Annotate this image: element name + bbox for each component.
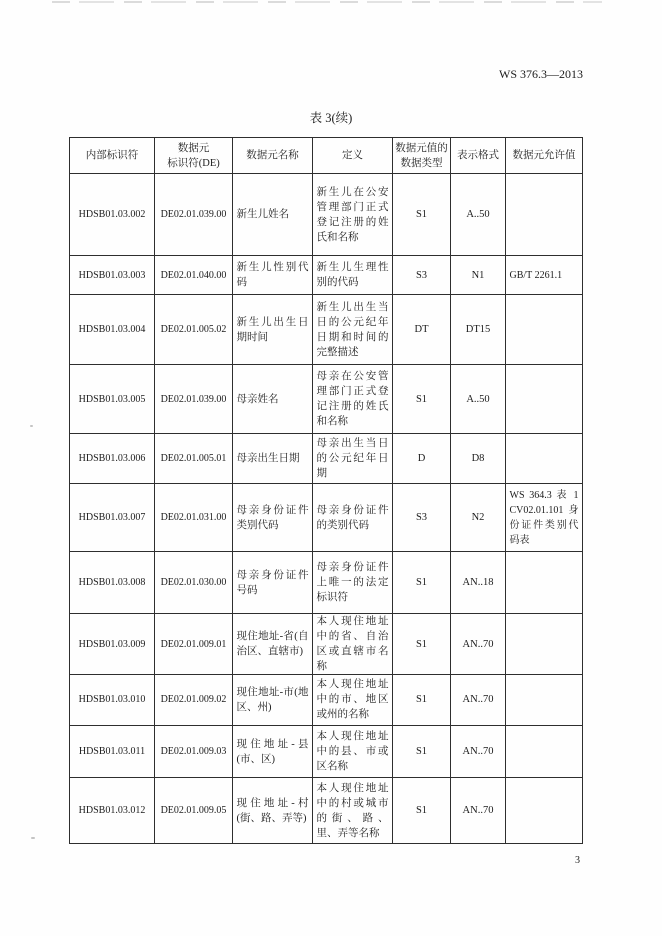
header-internal-identifier-text: 内部标识符 xyxy=(85,150,139,161)
definition-cell-text: 本人现住地址中的村或城市的街、路、里、弄等名称 xyxy=(316,782,389,839)
table-header-row xyxy=(70,138,583,174)
internal-identifier-cell-text: HDSB01.03.003 xyxy=(78,269,146,281)
representation-format-cell-text: A..50 xyxy=(466,209,490,220)
data-type-cell xyxy=(393,256,451,295)
definition-cell-text: 母亲在公安管理部门正式登记注册的姓氏和名称 xyxy=(316,371,389,427)
definition-cell xyxy=(313,778,393,844)
definition-cell-text: 母亲出生当日的公元纪年日期 xyxy=(316,438,389,479)
data-element-name-cell xyxy=(233,256,313,295)
header-data-type xyxy=(393,138,451,174)
data-element-name-cell-text: 现住地址-县(市、区) xyxy=(236,738,309,765)
header-de-identifier-text: 数据元 标识符(DE) xyxy=(167,142,220,169)
table-row xyxy=(70,256,583,295)
de-identifier-cell xyxy=(155,552,233,614)
internal-identifier-cell xyxy=(70,365,155,434)
data-type-cell-text: S1 xyxy=(415,393,428,405)
representation-format-cell-text: AN..70 xyxy=(462,694,494,705)
scan-edge-marks xyxy=(52,1,602,3)
definition-cell xyxy=(313,295,393,365)
allowed-values-cell xyxy=(506,365,583,434)
data-type-cell-text: S1 xyxy=(415,746,428,757)
representation-format-cell xyxy=(451,174,506,256)
allowed-values-cell xyxy=(506,614,583,675)
internal-identifier-cell xyxy=(70,778,155,844)
representation-format-cell xyxy=(451,484,506,552)
internal-identifier-cell-text: HDSB01.03.007 xyxy=(78,512,146,523)
representation-format-cell-text: D8 xyxy=(471,453,485,464)
data-type-cell-text: S1 xyxy=(415,209,428,220)
data-element-name-cell xyxy=(233,174,313,256)
representation-format-cell-text: AN..70 xyxy=(462,638,494,650)
data-type-cell-text: S3 xyxy=(415,269,428,281)
header-allowed-values xyxy=(506,138,583,174)
internal-identifier-cell-text: HDSB01.03.006 xyxy=(78,453,146,464)
data-element-name-cell-text: 新生儿姓名 xyxy=(236,209,289,220)
data-type-cell-text: D xyxy=(417,453,426,464)
table-row xyxy=(70,295,583,365)
de-identifier-cell xyxy=(155,434,233,484)
representation-format-cell-text: A..50 xyxy=(466,393,490,405)
allowed-values-cell xyxy=(506,674,583,726)
table-row xyxy=(70,174,583,256)
data-element-name-cell-text: 新生儿出生日期时间 xyxy=(236,316,309,343)
representation-format-cell xyxy=(451,434,506,484)
data-element-name-cell xyxy=(233,434,313,484)
allowed-values-cell xyxy=(506,552,583,614)
representation-format-cell-text: AN..70 xyxy=(462,746,494,757)
definition-cell xyxy=(313,174,393,256)
header-data-type-text: 数据元值的 数据类型 xyxy=(395,142,448,169)
data-element-table xyxy=(69,137,583,844)
definition-cell xyxy=(313,256,393,295)
table-row xyxy=(70,726,583,778)
data-element-name-cell xyxy=(233,614,313,675)
table-row xyxy=(70,434,583,484)
definition-cell-text: 本人现住地址中的省、自治区或直辖市名称 xyxy=(316,616,389,672)
de-identifier-cell xyxy=(155,778,233,844)
data-element-name-cell xyxy=(233,552,313,614)
scan-speck xyxy=(31,837,35,839)
data-type-cell-text: S1 xyxy=(415,577,428,588)
header-internal-identifier xyxy=(70,138,155,174)
representation-format-cell-text: AN..18 xyxy=(462,577,494,588)
definition-cell xyxy=(313,434,393,484)
de-identifier-cell-text: DE02.01.009.02 xyxy=(160,694,227,705)
definition-cell xyxy=(313,484,393,552)
de-identifier-cell-text: DE02.01.040.00 xyxy=(160,269,227,281)
internal-identifier-cell-text: HDSB01.03.008 xyxy=(78,577,146,588)
representation-format-cell-text: N1 xyxy=(471,269,485,281)
allowed-values-cell xyxy=(506,484,583,552)
allowed-values-cell xyxy=(506,174,583,256)
data-element-name-cell-text: 母亲出生日期 xyxy=(236,453,300,464)
de-identifier-cell xyxy=(155,674,233,726)
representation-format-cell xyxy=(451,365,506,434)
definition-cell xyxy=(313,726,393,778)
data-type-cell xyxy=(393,674,451,726)
table-row xyxy=(70,778,583,844)
de-identifier-cell-text: DE02.01.005.02 xyxy=(160,324,227,335)
header-de-identifier xyxy=(155,138,233,174)
data-element-name-cell-text: 母亲姓名 xyxy=(236,393,279,405)
de-identifier-cell-text: DE02.01.009.03 xyxy=(160,746,227,757)
representation-format-cell xyxy=(451,256,506,295)
internal-identifier-cell-text: HDSB01.03.005 xyxy=(78,393,146,405)
table-row xyxy=(70,674,583,726)
data-type-cell-text: S3 xyxy=(415,512,428,523)
de-identifier-cell xyxy=(155,726,233,778)
definition-cell-text: 母亲身份证件的类别代码 xyxy=(316,504,389,531)
definition-cell-text: 新生儿生理性别的代码 xyxy=(316,262,389,288)
de-identifier-cell xyxy=(155,614,233,675)
allowed-values-cell xyxy=(506,295,583,365)
representation-format-cell xyxy=(451,614,506,675)
data-type-cell xyxy=(393,614,451,675)
data-type-cell-text: DT xyxy=(414,324,429,335)
table-row xyxy=(70,552,583,614)
de-identifier-cell-text: DE02.01.030.00 xyxy=(160,577,227,588)
data-type-cell xyxy=(393,726,451,778)
internal-identifier-cell-text: HDSB01.03.012 xyxy=(78,805,146,816)
data-type-cell xyxy=(393,778,451,844)
table-row xyxy=(70,614,583,674)
allowed-values-cell-text: WS 364.3 表 1 CV02.01.101 身份证件类别代码表 xyxy=(509,489,579,546)
internal-identifier-cell xyxy=(70,552,155,614)
de-identifier-cell-text: DE02.01.039.00 xyxy=(160,393,227,405)
internal-identifier-cell xyxy=(70,484,155,552)
internal-identifier-cell-text: HDSB01.03.009 xyxy=(78,638,146,650)
definition-cell xyxy=(313,614,393,675)
data-element-name-cell xyxy=(233,674,313,726)
data-type-cell xyxy=(393,434,451,484)
representation-format-cell xyxy=(451,674,506,726)
de-identifier-cell-text: DE02.01.039.00 xyxy=(160,209,227,220)
definition-cell-text: 母亲身份证件上唯一的法定标识符 xyxy=(316,562,389,603)
data-element-name-cell-text: 母亲身份证件类别代码 xyxy=(236,504,309,531)
de-identifier-cell xyxy=(155,256,233,295)
data-element-name-cell-text: 现住地址-市(地区、州) xyxy=(236,686,309,713)
table-title: 表 3(续) xyxy=(309,111,353,125)
data-element-name-cell xyxy=(233,778,313,844)
internal-identifier-cell-text: HDSB01.03.010 xyxy=(78,694,146,705)
representation-format-cell-text: N2 xyxy=(471,512,485,523)
allowed-values-cell xyxy=(506,778,583,844)
header-data-element-name-text: 数据元名称 xyxy=(246,150,299,161)
data-element-name-cell xyxy=(233,484,313,552)
definition-cell xyxy=(313,365,393,434)
data-type-cell-text: S1 xyxy=(415,694,428,705)
definition-cell-text: 新生儿出生当日的公元纪年日期和时间的完整描述 xyxy=(316,301,389,358)
definition-cell xyxy=(313,552,393,614)
de-identifier-cell xyxy=(155,174,233,256)
data-element-name-cell-text: 新生儿性别代码 xyxy=(236,262,309,288)
internal-identifier-cell-text: HDSB01.03.004 xyxy=(78,324,146,335)
de-identifier-cell xyxy=(155,365,233,434)
representation-format-cell-text: DT15 xyxy=(465,324,491,335)
table-row xyxy=(70,365,583,434)
representation-format-cell xyxy=(451,295,506,365)
scan-speck xyxy=(30,425,33,427)
data-element-name-cell xyxy=(233,295,313,365)
header-representation-format-text: 表示格式 xyxy=(457,150,499,161)
internal-identifier-cell-text: HDSB01.03.002 xyxy=(78,209,146,220)
representation-format-cell xyxy=(451,778,506,844)
representation-format-cell-text: AN..70 xyxy=(462,805,494,816)
definition-cell-text: 本人现住地址中的县、市或区名称 xyxy=(316,731,389,772)
internal-identifier-cell-text: HDSB01.03.011 xyxy=(78,746,146,757)
internal-identifier-cell xyxy=(70,726,155,778)
internal-identifier-cell xyxy=(70,614,155,675)
data-element-name-cell xyxy=(233,365,313,434)
internal-identifier-cell xyxy=(70,256,155,295)
data-element-name-cell-text: 现住地址-村(街、路、弄等) xyxy=(236,797,309,824)
data-type-cell xyxy=(393,295,451,365)
internal-identifier-cell xyxy=(70,174,155,256)
header-allowed-values-text: 数据元允许值 xyxy=(512,150,576,161)
representation-format-cell xyxy=(451,552,506,614)
data-type-cell xyxy=(393,174,451,256)
standard-code: WS 376.3—2013 xyxy=(499,67,583,81)
de-identifier-cell xyxy=(155,295,233,365)
data-element-name-cell xyxy=(233,726,313,778)
de-identifier-cell-text: DE02.01.009.05 xyxy=(160,805,227,816)
page-number: 3 xyxy=(575,855,580,866)
data-type-cell-text: S1 xyxy=(415,805,428,816)
data-type-cell-text: S1 xyxy=(415,638,428,650)
de-identifier-cell-text: DE02.01.009.01 xyxy=(160,638,227,650)
header-representation-format xyxy=(451,138,506,174)
data-type-cell xyxy=(393,484,451,552)
data-element-name-cell-text: 现住地址-省(自治区、直辖市) xyxy=(236,631,309,657)
data-type-cell xyxy=(393,552,451,614)
definition-cell-text: 新生儿在公安管理部门正式登记注册的姓氏和名称 xyxy=(316,186,389,243)
allowed-values-cell-text: GB/T 2261.1 xyxy=(509,269,563,281)
internal-identifier-cell xyxy=(70,295,155,365)
de-identifier-cell-text: DE02.01.005.01 xyxy=(160,453,227,464)
header-definition xyxy=(313,138,393,174)
header-definition-text: 定义 xyxy=(342,150,363,161)
internal-identifier-cell xyxy=(70,674,155,726)
de-identifier-cell-text: DE02.01.031.00 xyxy=(160,512,227,523)
definition-cell xyxy=(313,674,393,726)
table-row xyxy=(70,484,583,552)
allowed-values-cell xyxy=(506,434,583,484)
representation-format-cell xyxy=(451,726,506,778)
definition-cell-text: 本人现住地址中的市、地区或州的名称 xyxy=(316,679,389,720)
data-element-name-cell-text: 母亲身份证件号码 xyxy=(236,569,309,596)
de-identifier-cell xyxy=(155,484,233,552)
allowed-values-cell xyxy=(506,256,583,295)
allowed-values-cell xyxy=(506,726,583,778)
data-type-cell xyxy=(393,365,451,434)
header-data-element-name xyxy=(233,138,313,174)
internal-identifier-cell xyxy=(70,434,155,484)
